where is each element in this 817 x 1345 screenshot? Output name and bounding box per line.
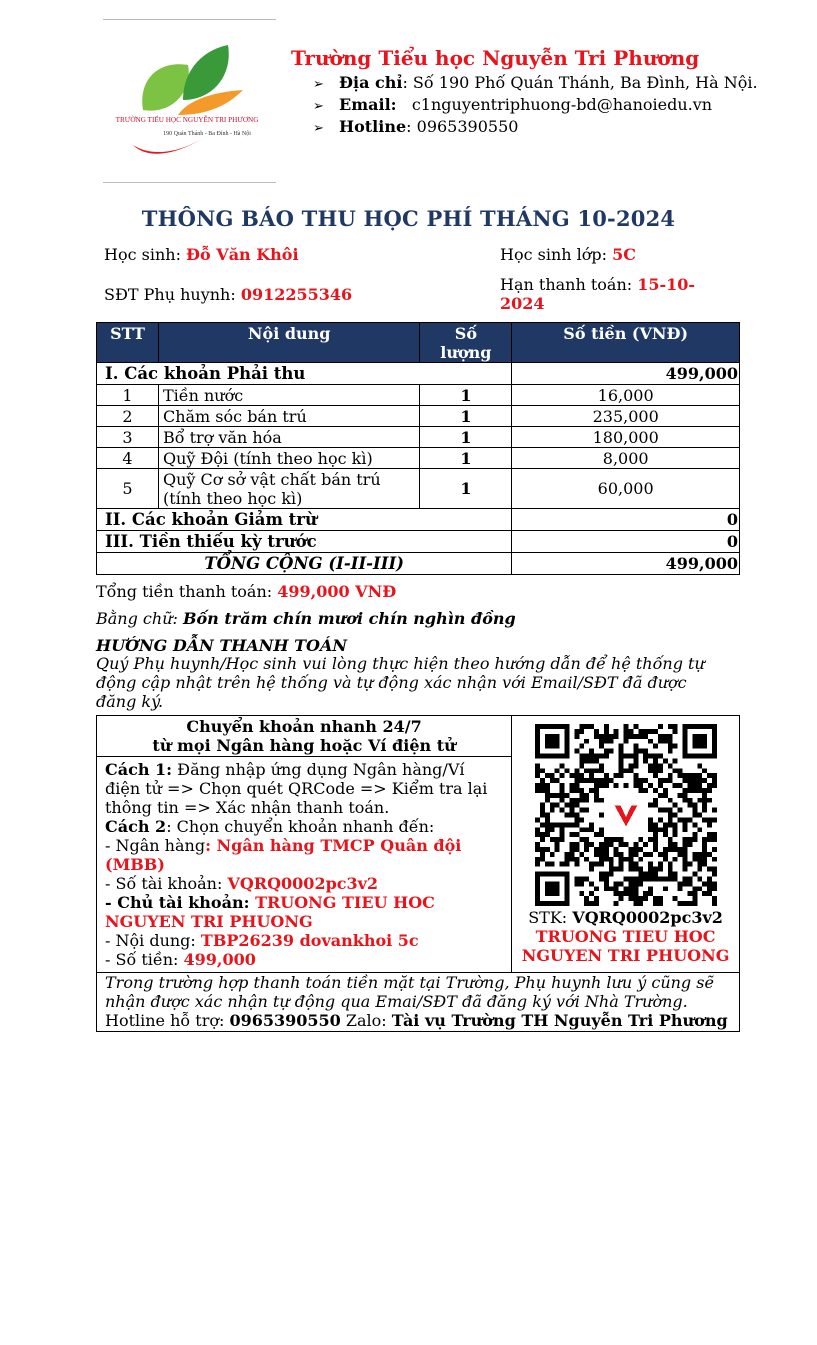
fees-table: [96, 322, 740, 575]
transfer-content: - Nội dung: TBP26239 dovankhoi 5c: [105, 931, 419, 950]
row-content: Chăm sóc bán trú: [158, 406, 419, 427]
grand-total-label: TỔNG CỘNG (I-II-III): [97, 553, 512, 575]
grand-total-value: 499,000: [512, 553, 740, 575]
table-header-row: [97, 323, 740, 363]
logo-text-line2: 190 Quán Thánh - Ba Đình - Hà Nội: [163, 131, 251, 137]
arrow-bullet-icon: ➢: [313, 77, 324, 92]
payment-box: [96, 715, 740, 1032]
contact-hotline: ➢ Hotline: 0965390550: [313, 116, 758, 138]
row-amount: 180,000: [512, 427, 740, 448]
student-class: Học sinh lớp: 5C: [500, 245, 636, 264]
total-payment: Tổng tiền thanh toán: 499,000 VNĐ: [96, 582, 397, 601]
row-qty: 1: [420, 406, 512, 427]
section-total: 0: [512, 531, 740, 553]
header-stt: STT: [97, 323, 159, 363]
payment-deadline: Hạn thanh toán: 15-10- 2024: [500, 275, 696, 313]
guide-text: Quý Phụ huynh/Học sinh vui lòng thực hiện theo hướng dẫn để hệ thống tự động cập nhật trên hệ thống và tự động xác nhận với Email/SĐT đã được đăng ký.: [96, 654, 705, 711]
section-total: 499,000: [512, 363, 740, 385]
row-stt: 3: [97, 427, 159, 448]
way-1: Cách 1: Đăng nhập ứng dụng Ngân hàng/Ví điện tử => Chọn quét QRCode => Kiểm tra lại thông tin => Xác nhận thanh toán.: [105, 760, 488, 817]
qr-account: STK: VQRQ0002pc3v2: [528, 908, 723, 927]
table-row: [97, 448, 740, 469]
header-content: Nội dung: [158, 323, 419, 363]
row-stt: 4: [97, 448, 159, 469]
section-label: III. Tiền thiếu kỳ trước: [97, 531, 512, 553]
arrow-bullet-icon: ➢: [313, 121, 324, 136]
student-name: Học sinh: Đỗ Văn Khôi: [104, 245, 299, 264]
row-qty: 1: [420, 469, 512, 509]
arrow-bullet-icon: ➢: [313, 99, 324, 114]
account-holder: - Chủ tài khoản: TRUONG TIEU HOC NGUYEN TRI PHUONG: [105, 893, 435, 931]
row-content: Quỹ Đội (tính theo học kì): [158, 448, 419, 469]
section-total: 0: [512, 509, 740, 531]
row-stt: 2: [97, 406, 159, 427]
table-row: [97, 469, 740, 509]
section-label: I. Các khoản Phải thu: [97, 363, 512, 385]
section-label: II. Các khoản Giảm trừ: [97, 509, 512, 531]
table-row: [97, 427, 740, 448]
section-row: [97, 363, 740, 385]
section-row: [97, 531, 740, 553]
cash-note-text: Trong trường hợp thanh toán tiền mặt tại Trường, Phụ huynh lưu ý cũng sẽ nhận được xác nhận tự động qua Emai/SĐT đã đăng ký với Nhà Trường.: [105, 973, 714, 1011]
row-stt: 1: [97, 385, 159, 406]
section-row: [97, 509, 740, 531]
support-line: Hotline hỗ trợ: 0965390550 Zalo: Tài vụ Trường TH Nguyễn Tri Phương: [105, 1011, 728, 1030]
guide-title: HƯỚNG DẪN THANH TOÁN: [96, 636, 347, 655]
notice-title: THÔNG BÁO THU HỌC PHÍ THÁNG 10-2024: [141, 206, 676, 231]
transfer-heading: Chuyển khoản nhanh 24/7 từ mọi Ngân hàng hoặc Ví điện tử: [97, 716, 512, 757]
transfer-steps: [97, 757, 512, 973]
qr-holder: TRUONG TIEU HOC NGUYEN TRI PHUONG: [521, 927, 730, 965]
row-qty: 1: [420, 448, 512, 469]
way-2: Cách 2: Chọn chuyển khoản nhanh đến:: [105, 817, 435, 836]
row-qty: 1: [420, 427, 512, 448]
row-content: Quỹ Cơ sở vật chất bán trú (tính theo học kì): [158, 469, 419, 509]
qr-code-icon[interactable]: [535, 724, 717, 906]
bank-name: - Ngân hàng: Ngân hàng TMCP Quân đội (MBB): [105, 836, 462, 874]
row-amount: 235,000: [512, 406, 740, 427]
school-logo: [103, 19, 276, 183]
row-stt: 5: [97, 469, 159, 509]
contact-address: ➢ Địa chỉ: Số 190 Phố Quán Thánh, Ba Đình, Hà Nội.: [313, 72, 758, 94]
grand-total-row: [97, 553, 740, 575]
transfer-amount: - Số tiền: 499,000: [105, 950, 256, 969]
row-qty: 1: [420, 385, 512, 406]
row-amount: 16,000: [512, 385, 740, 406]
cash-note: [97, 973, 740, 1032]
row-amount: 60,000: [512, 469, 740, 509]
table-row: [97, 385, 740, 406]
school-name: Trường Tiểu học Nguyễn Tri Phương: [291, 46, 700, 70]
qr-panel: [512, 716, 740, 973]
header-qty: Số lượng: [420, 323, 512, 363]
parent-phone: SĐT Phụ huynh: 0912255346: [104, 285, 353, 304]
school-contact-list: [313, 72, 758, 138]
amount-in-words: Bằng chữ: Bốn trăm chín mươi chín nghìn đồng: [96, 609, 516, 628]
logo-text-line1: TRƯỜNG TIỂU HỌC NGUYỄN TRI PHƯƠNG: [115, 116, 259, 124]
row-content: Bổ trợ văn hóa: [158, 427, 419, 448]
table-row: [97, 406, 740, 427]
account-number: - Số tài khoản: VQRQ0002pc3v2: [105, 874, 379, 893]
row-content: Tiền nước: [158, 385, 419, 406]
row-amount: 8,000: [512, 448, 740, 469]
header-amount: Số tiền (VNĐ): [512, 323, 740, 363]
contact-email: ➢ Email: c1nguyentriphuong-bd@hanoiedu.vn: [313, 94, 758, 116]
